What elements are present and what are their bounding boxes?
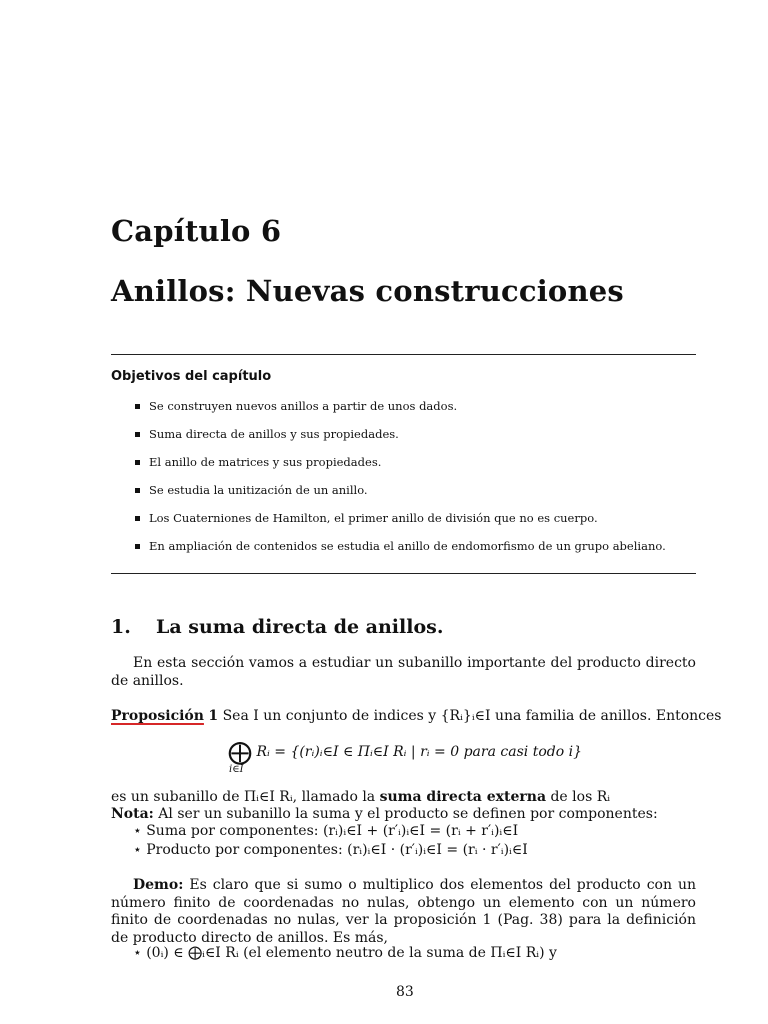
objective-item <box>133 508 666 536</box>
objective-text: Los Cuaterniones de Hamilton, el primer anillo de división que no es cuerpo. <box>149 511 598 525</box>
objective-text: En ampliación de contenidos se estudia el anillo de endomorfismo de un grupo abeliano. <box>149 539 666 553</box>
nota-item-product: ⋆ Producto por componentes: (rᵢ)ᵢ∈I · (r′ᵢ)ᵢ∈I = (rᵢ · r′ᵢ)ᵢ∈I <box>133 842 528 858</box>
square-bullet-icon <box>135 460 140 465</box>
direct-sum-symbol: ⨁ <box>228 738 252 766</box>
subanillo-prefix: es un subanillo de Πᵢ∈I Rᵢ, llamado la <box>111 789 380 805</box>
nota-text: Al ser un subanillo la suma y el producto se definen por componentes: <box>158 806 658 822</box>
proposition-text: Sea I un conjunto de indices y {Rᵢ}ᵢ∈I una familia de anillos. Entonces <box>222 708 722 724</box>
objective-item <box>133 452 666 480</box>
subanillo-suffix: de los Rᵢ <box>546 789 611 805</box>
objective-text: Se estudia la unitización de un anillo. <box>149 483 368 497</box>
objectives-list <box>133 396 666 564</box>
proposition-label: Proposición <box>111 708 204 724</box>
square-bullet-icon <box>135 404 140 409</box>
square-bullet-icon <box>135 516 140 521</box>
section-title: La suma directa de anillos. <box>156 616 444 638</box>
formula-subscript: i∈I <box>229 764 244 775</box>
page-number: 83 <box>396 984 414 1000</box>
demo-paragraph <box>111 877 696 947</box>
nota-item-sum: ⋆ Suma por componentes: (rᵢ)ᵢ∈I + (r′ᵢ)ᵢ∈I = (rᵢ + r′ᵢ)ᵢ∈I <box>133 823 519 839</box>
objective-text: El anillo de matrices y sus propiedades. <box>149 455 382 469</box>
section-heading <box>111 616 443 638</box>
objective-item <box>133 480 666 508</box>
square-bullet-icon <box>135 544 140 549</box>
direct-sum-formula <box>228 738 582 766</box>
chapter-label: Capítulo 6 <box>111 214 282 248</box>
objective-text: Suma directa de anillos y sus propiedades. <box>149 427 399 441</box>
subanillo-bold: suma directa externa <box>379 789 547 805</box>
objectives-heading: Objetivos del capítulo <box>111 369 272 384</box>
objective-item <box>133 424 666 452</box>
square-bullet-icon <box>135 432 140 437</box>
nota-line <box>111 805 696 823</box>
nota-label: Nota: <box>111 806 154 822</box>
subanillo-line <box>111 788 696 806</box>
objectives-top-rule <box>111 354 696 355</box>
section-number: 1. <box>111 616 131 638</box>
demo-item: ⋆ (0ᵢ) ∈ ⨁ᵢ∈I Rᵢ (el elemento neutro de la suma de Πᵢ∈I Rᵢ) y <box>133 945 557 961</box>
intro-paragraph: En esta sección vamos a estudiar un subanillo importante del producto directo de anillos. <box>111 655 696 689</box>
chapter-title: Anillos: Nuevas construcciones <box>111 274 624 308</box>
objective-item <box>133 396 666 424</box>
demo-text: Es claro que si sumo o multiplico dos elementos del producto con un número finito de coordenadas no nulas, obtengo un elemento con un número finito de coordenadas no nulas, ver la proposición 1 (Pag. 38) para la definición de producto directo de anillos. Es más, <box>111 877 697 946</box>
objective-text: Se construyen nuevos anillos a partir de unos dados. <box>149 399 458 413</box>
formula-text: Rᵢ = {(rᵢ)ᵢ∈I ∈ Πᵢ∈I Rᵢ | rᵢ = 0 para casi todo i} <box>256 744 582 760</box>
demo-label: Demo: <box>133 877 184 893</box>
objectives-bottom-rule <box>111 573 696 574</box>
proposition-line <box>111 707 722 725</box>
square-bullet-icon <box>135 488 140 493</box>
proposition-number: 1 <box>208 708 219 724</box>
objective-item <box>133 536 666 564</box>
